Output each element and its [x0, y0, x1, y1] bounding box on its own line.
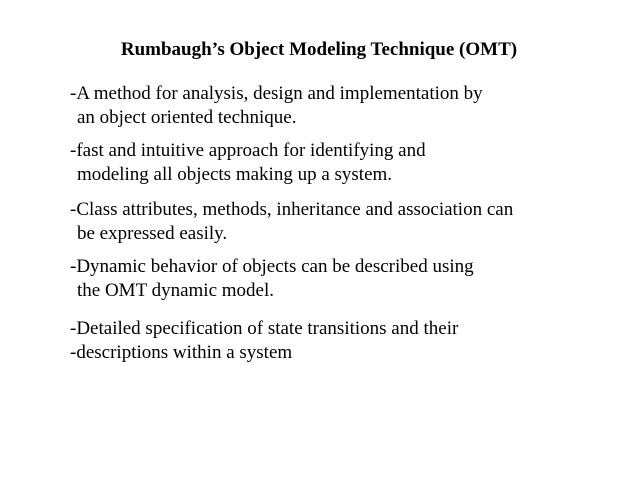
point-3-line-2: be expressed easily. [77, 223, 228, 244]
point-5-line-1: -Detailed specification of state transitions and their [70, 318, 459, 339]
point-4-line-2: the OMT dynamic model. [77, 280, 275, 301]
point-4-line-1: -Dynamic behavior of objects can be described using [70, 256, 474, 277]
point-1-line-1: -A method for analysis, design and implementation by [70, 83, 483, 104]
slide-title: Rumbaugh’s Object Modeling Technique (OMT) [120, 39, 518, 60]
point-1-line-2: an object oriented technique. [77, 107, 297, 128]
point-2-line-2: modeling all objects making up a system. [77, 164, 393, 185]
point-2-line-1: -fast and intuitive approach for identifying and [70, 140, 426, 161]
point-3-line-1: -Class attributes, methods, inheritance and association can [70, 199, 514, 220]
point-5-line-2: -descriptions within a system [70, 342, 293, 363]
